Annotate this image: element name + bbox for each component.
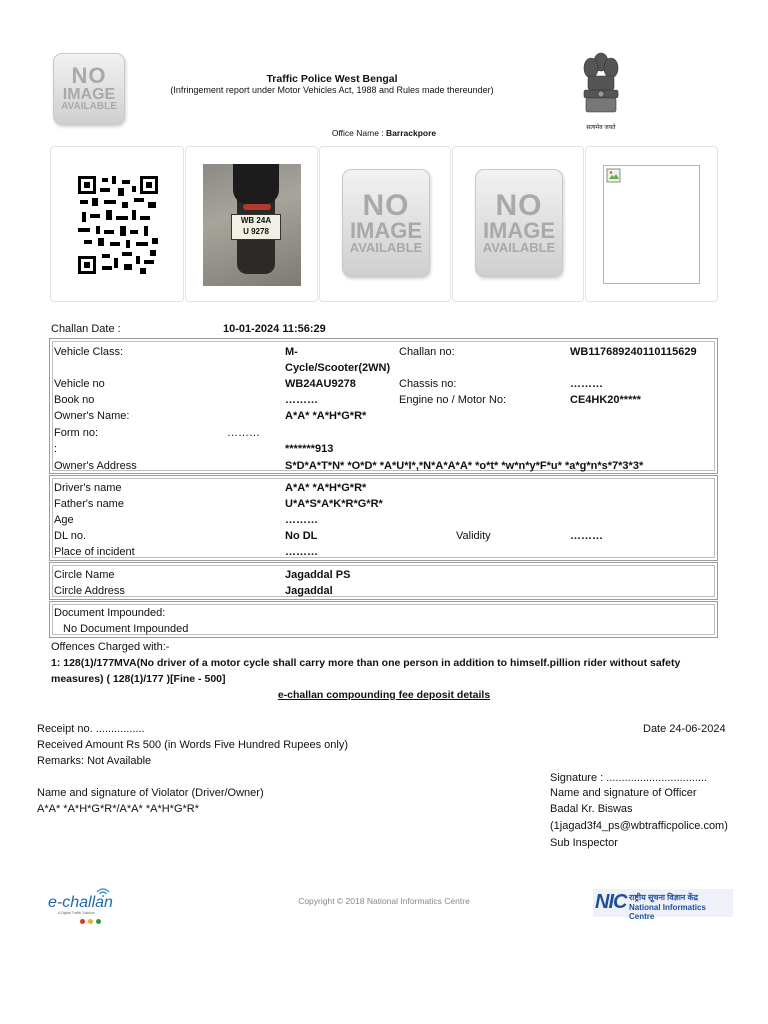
received-amount: Received Amount Rs 500 (in Words Five Hundred Rupees only) [37, 739, 349, 751]
form-no-label: Form no: [54, 427, 99, 439]
payment-heading: e-challan compounding fee deposit details [277, 689, 491, 701]
challan-no-label: Challan no: [399, 346, 455, 358]
no-image-text-3: AVAILABLE [61, 101, 117, 113]
place-of-incident-label: Place of incident [54, 546, 135, 558]
dl-no-label: DL no. [54, 530, 87, 542]
nic-logo [593, 889, 733, 921]
mudguard [233, 164, 279, 204]
officer-signature-label: Name and signature of Officer [550, 787, 697, 799]
officer-signature: Signature : ................................. [550, 772, 708, 784]
copyright: Copyright © 2018 National Informatics Centre [298, 896, 470, 906]
echallan-wordmark: e-challan [48, 894, 113, 911]
form-no-value: ……… [227, 427, 260, 439]
tail-light [243, 204, 271, 210]
circle-name-label: Circle Name [54, 569, 115, 581]
broken-image [603, 165, 700, 284]
no-image-text-1: NO [362, 189, 410, 223]
no-image-text-2: IMAGE [482, 217, 556, 243]
no-image-text-1: NO [71, 63, 107, 89]
vehicle-details-box [49, 338, 718, 474]
officer-email: (1jagad3f4_ps@wbtrafficpolice.com) [550, 820, 728, 832]
plate-line-2: U 9278 [243, 227, 269, 236]
remarks: Remarks: Not Available [37, 755, 152, 767]
father-name-label: Father's name [54, 498, 124, 510]
document-impounded-label: Document Impounded: [54, 607, 166, 619]
mobile-label: : [54, 443, 58, 455]
document-impounded-value: No Document Impounded [63, 623, 189, 635]
validity-value: ……… [570, 530, 603, 542]
qr-code-icon [78, 176, 158, 274]
officer-name: Badal Kr. Biswas [550, 803, 633, 815]
office-name-label: Office Name : [331, 128, 384, 138]
page-title: Traffic Police West Bengal [266, 73, 398, 85]
broken-image-icon [606, 168, 622, 184]
receipt-no: Receipt no. ................ [37, 723, 145, 735]
number-plate [231, 214, 281, 240]
no-image-text-2: IMAGE [349, 217, 423, 243]
book-no-label: Book no [54, 394, 95, 406]
owner-name-label: Owner's Name: [54, 410, 130, 422]
image-cell-4 [452, 146, 584, 302]
vehicle-class-value-2: Cycle/Scooter(2WN) [285, 362, 391, 374]
challan-date-label: Challan Date : [51, 323, 121, 335]
nic-english: National Informatics Centre [629, 903, 706, 921]
office-name-value: Barrackpore [386, 128, 437, 138]
plate-line-1: WB 24A [240, 216, 272, 225]
no-image-text-3: AVAILABLE [349, 239, 423, 255]
circle-details-inner [52, 565, 715, 597]
vehicle-photo-cell [185, 146, 318, 302]
office-name [0, 128, 768, 138]
officer-rank: Sub Inspector [550, 837, 618, 849]
vehicle-class-value-1: M- [285, 346, 298, 358]
driver-name-label: Driver's name [54, 482, 122, 494]
offences-label: Offences Charged with:- [51, 641, 170, 653]
image-cell-5 [585, 146, 718, 302]
no-image-text-2: IMAGE [62, 86, 116, 104]
no-image-text-3: AVAILABLE [482, 239, 556, 255]
age-value: ……… [285, 514, 318, 526]
father-name-value: U*A*S*A*K*R*G*R* [285, 498, 383, 510]
page-subtitle: (Infringement report under Motor Vehicles Act, 1988 and Rules made thereunder) [170, 85, 494, 95]
chassis-no-label: Chassis no: [399, 378, 457, 390]
payment-date: Date 24-06-2024 [643, 723, 726, 735]
violator-signature-label: Name and signature of Violator (Driver/Owner) [37, 787, 264, 799]
lion-capital-icon [574, 50, 628, 120]
validity-label: Validity [456, 530, 491, 542]
engine-no-label: Engine no / Motor No: [399, 394, 507, 406]
no-image-placeholder [342, 169, 430, 277]
circle-address-value: Jagaddal [285, 585, 333, 597]
owner-name-value: A*A* *A*H*G*R* [285, 410, 367, 422]
driver-name-value: A*A* *A*H*G*R* [285, 482, 367, 494]
owner-address-label: Owner's Address [54, 460, 137, 472]
document-impounded-inner [52, 604, 715, 635]
nic-hindi: राष्ट्रीय सूचना विज्ञान केंद्र [629, 893, 698, 902]
challan-date-value: 10-01-2024 11:56:29 [223, 323, 326, 335]
engine-no-value: CE4HK20***** [570, 394, 641, 406]
dl-no-value: No DL [285, 530, 318, 542]
vehicle-class-label: Vehicle Class: [54, 346, 124, 358]
emblem-motto: सत्यमेव जयते [586, 125, 616, 131]
circle-address-label: Circle Address [54, 585, 125, 597]
challan-no-value: WB117689240110115629 [570, 346, 697, 358]
image-cell-3 [319, 146, 451, 302]
place-of-incident-value: ……… [285, 546, 318, 558]
vehicle-details-inner [52, 341, 715, 471]
vehicle-photo [203, 164, 301, 286]
offence-line-2: measures) ( 128(1)/177 )[Fine - 500] [51, 673, 226, 685]
echallan-tagline: A Digital Traffic Solution [58, 911, 95, 915]
book-no-value: ……… [285, 394, 318, 406]
document-impounded-box [49, 601, 718, 638]
owner-address-value: S*D*A*T*N* *O*D* *A*U*I*,*N*A*A*A* *o*t* *w*n*y*F*u* *a*g*n*s*7*3*3* [285, 460, 644, 472]
mobile-value: *******913 [285, 443, 334, 455]
offence-line-1: 1: 128(1)/177MVA(No driver of a motor cycle shall carry more than one person in addition to himself.pillion rider without safety [51, 657, 681, 669]
circle-details-box [49, 562, 718, 600]
qr-code-cell [50, 146, 184, 302]
traffic-light-dots [80, 915, 101, 927]
chassis-no-value: ……… [570, 378, 603, 390]
nic-abbr: NIC [595, 891, 627, 913]
vehicle-no-value: WB24AU9278 [285, 378, 356, 390]
vehicle-no-label: Vehicle no [54, 378, 105, 390]
circle-name-value: Jagaddal PS [285, 569, 351, 581]
violator-name: A*A* *A*H*G*R*/A*A* *A*H*G*R* [37, 803, 200, 815]
driver-details-inner [52, 478, 715, 558]
driver-details-box [49, 475, 718, 561]
age-label: Age [54, 514, 74, 526]
no-image-text-1: NO [495, 189, 543, 223]
no-image-placeholder [475, 169, 563, 277]
national-emblem [574, 50, 628, 130]
